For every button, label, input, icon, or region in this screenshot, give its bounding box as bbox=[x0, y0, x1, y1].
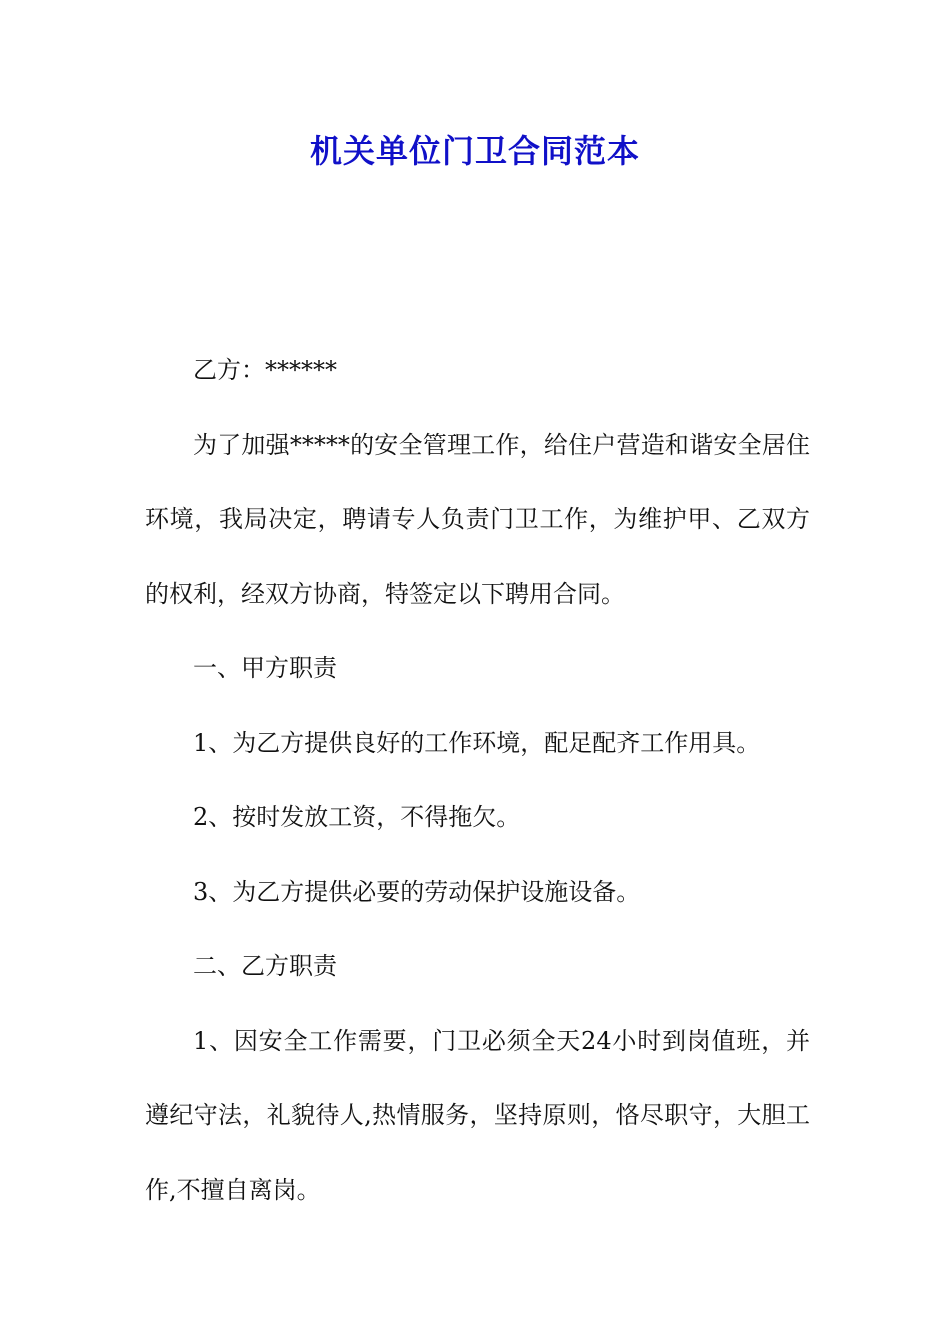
document-title: 机关单位门卫合同范本 bbox=[309, 132, 640, 170]
party-a-duty-1: 1、为乙方提供良好的工作环境，配足配齐工作用具。 bbox=[193, 728, 761, 757]
document-body bbox=[145, 333, 810, 1227]
party-b-duty-1: 1、因安全工作需要，门卫必须全天24小时到岗值班，并遵纪守法，礼貌待人,热情服务，坚持原则，恪尽职守，大胆工作,不擅自离岗。 bbox=[145, 1026, 810, 1204]
section-heading-party-b: 二、乙方职责 bbox=[193, 952, 337, 980]
party-a-duty-3: 3、为乙方提供必要的劳动保护设施设备。 bbox=[193, 877, 641, 906]
party-a-duty-2: 2、按时发放工资，不得拖欠。 bbox=[193, 803, 521, 831]
intro-paragraph: 为了加强*****的安全管理工作，给住户营造和谐安全居住环境，我局决定，聘请专人负责门卫工作，为维护甲、乙双方的权利，经双方协商，特签定以下聘用合同。 bbox=[145, 430, 810, 608]
section-heading-party-a: 一、甲方职责 bbox=[193, 654, 337, 682]
party-b-line: 乙方：****** bbox=[193, 356, 337, 384]
